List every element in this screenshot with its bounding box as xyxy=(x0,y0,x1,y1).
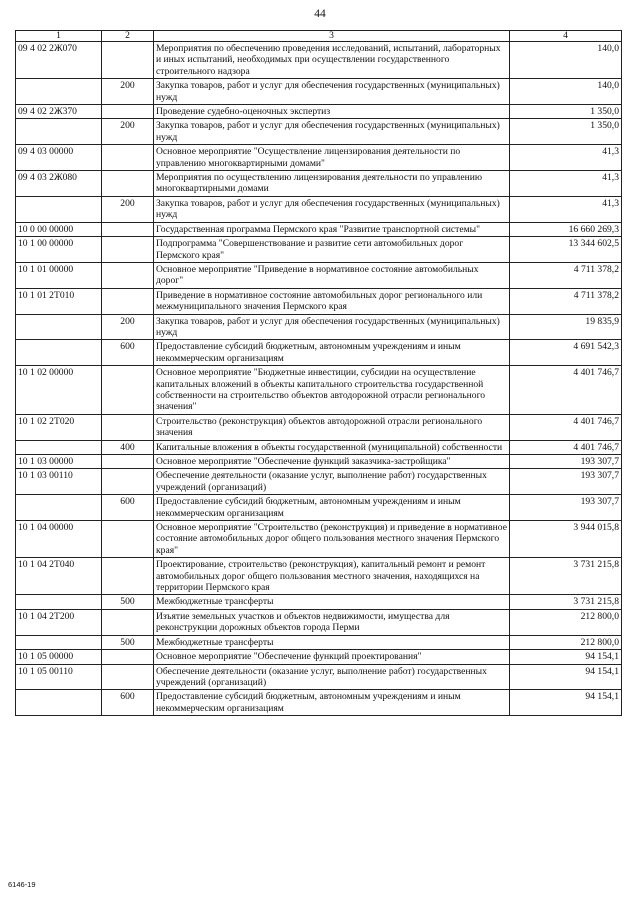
item-name-cell: Межбюджетные трансферты xyxy=(154,595,510,609)
table-row xyxy=(16,609,622,635)
table-row xyxy=(16,196,622,222)
expense-type-cell: 200 xyxy=(102,196,154,222)
column-header: 3 xyxy=(154,31,510,42)
table-row xyxy=(16,105,622,119)
budget-code-cell: 10 1 01 00000 xyxy=(16,262,102,288)
item-name-cell: Подпрограмма "Совершенствование и развитие сети автомобильных дорог Пермского края" xyxy=(154,237,510,263)
item-name-cell: Мероприятия по осуществлению лицензирования деятельности по управлению многоквартирными домами xyxy=(154,171,510,197)
expense-type-cell xyxy=(102,609,154,635)
amount-cell: 4 711 378,2 xyxy=(510,262,622,288)
amount-cell: 3 944 015,8 xyxy=(510,521,622,558)
table-row xyxy=(16,455,622,469)
table-row xyxy=(16,119,622,145)
table-row xyxy=(16,650,622,664)
expense-type-cell xyxy=(102,42,154,79)
expense-type-cell: 500 xyxy=(102,635,154,649)
amount-cell: 3 731 215,8 xyxy=(510,558,622,595)
budget-code-cell: 09 4 03 2Ж080 xyxy=(16,171,102,197)
budget-code-cell: 09 4 02 2Ж370 xyxy=(16,105,102,119)
expense-type-cell xyxy=(102,558,154,595)
budget-code-cell xyxy=(16,440,102,454)
amount-cell: 4 401 746,7 xyxy=(510,414,622,440)
budget-code-cell xyxy=(16,595,102,609)
amount-cell: 4 401 746,7 xyxy=(510,366,622,415)
expense-type-cell xyxy=(102,366,154,415)
item-name-cell: Предоставление субсидий бюджетным, автономным учреждениям и иным некоммерческим организациям xyxy=(154,495,510,521)
budget-code-cell: 10 0 00 00000 xyxy=(16,222,102,236)
table-row xyxy=(16,145,622,171)
item-name-cell: Приведение в нормативное состояние автомобильных дорог регионального или межмуниципального значения Пермского края xyxy=(154,288,510,314)
amount-cell: 4 401 746,7 xyxy=(510,440,622,454)
item-name-cell: Закупка товаров, работ и услуг для обеспечения государственных (муниципальных) нужд xyxy=(154,79,510,105)
amount-cell: 1 350,0 xyxy=(510,105,622,119)
amount-cell: 94 154,1 xyxy=(510,664,622,690)
expense-type-cell xyxy=(102,521,154,558)
budget-code-cell: 10 1 05 00000 xyxy=(16,650,102,664)
amount-cell: 212 800,0 xyxy=(510,609,622,635)
item-name-cell: Капитальные вложения в объекты государственной (муниципальной) собственности xyxy=(154,440,510,454)
table-row xyxy=(16,469,622,495)
item-name-cell: Основное мероприятие "Бюджетные инвестиции, субсидии на осуществление капитальных вложений в объекты капитального строительства государственной собственности на строительство объектов автодорожной отрасли регионального значения" xyxy=(154,366,510,415)
amount-cell: 1 350,0 xyxy=(510,119,622,145)
expense-type-cell: 200 xyxy=(102,314,154,340)
item-name-cell: Обеспечение деятельности (оказание услуг, выполнение работ) государственных учреждений (организаций) xyxy=(154,664,510,690)
budget-code-cell: 10 1 03 00110 xyxy=(16,469,102,495)
item-name-cell: Обеспечение деятельности (оказание услуг, выполнение работ) государственных учреждений (организаций) xyxy=(154,469,510,495)
expense-type-cell xyxy=(102,222,154,236)
budget-code-cell: 10 1 02 00000 xyxy=(16,366,102,415)
item-name-cell: Государственная программа Пермского края "Развитие транспортной системы" xyxy=(154,222,510,236)
budget-code-cell: 10 1 00 00000 xyxy=(16,237,102,263)
budget-code-cell: 09 4 02 2Ж070 xyxy=(16,42,102,79)
table-row xyxy=(16,237,622,263)
table-body xyxy=(16,42,622,716)
expense-type-cell: 400 xyxy=(102,440,154,454)
table-row xyxy=(16,366,622,415)
budget-code-cell xyxy=(16,314,102,340)
table-row xyxy=(16,79,622,105)
expense-type-cell xyxy=(102,237,154,263)
budget-code-cell xyxy=(16,635,102,649)
expense-type-cell: 500 xyxy=(102,595,154,609)
column-header: 4 xyxy=(510,31,622,42)
expense-type-cell xyxy=(102,145,154,171)
item-name-cell: Мероприятия по обеспечению проведения исследований, испытаний, лабораторных и иных испытаний, необходимых при осуществлении государственного строительного надзора xyxy=(154,42,510,79)
expense-type-cell: 600 xyxy=(102,690,154,716)
amount-cell: 41,3 xyxy=(510,171,622,197)
expense-type-cell: 600 xyxy=(102,340,154,366)
footer-code: 6146-19 xyxy=(8,880,36,889)
expense-type-cell xyxy=(102,650,154,664)
table-row xyxy=(16,440,622,454)
item-name-cell: Межбюджетные трансферты xyxy=(154,635,510,649)
amount-cell: 94 154,1 xyxy=(510,650,622,664)
table-row xyxy=(16,314,622,340)
expense-type-cell xyxy=(102,414,154,440)
item-name-cell: Основное мероприятие "Строительство (реконструкция) и приведение в нормативное состояние автомобильных дорог общего пользования местного значения Пермского края" xyxy=(154,521,510,558)
amount-cell: 193 307,7 xyxy=(510,469,622,495)
item-name-cell: Изъятие земельных участков и объектов недвижимости, имущества для реконструкции дорожных объектов города Перми xyxy=(154,609,510,635)
page-number: 44 xyxy=(314,8,326,20)
item-name-cell: Предоставление субсидий бюджетным, автономным учреждениям и иным некоммерческим организациям xyxy=(154,340,510,366)
item-name-cell: Предоставление субсидий бюджетным, автономным учреждениям и иным некоммерческим организациям xyxy=(154,690,510,716)
table-row xyxy=(16,340,622,366)
table-row xyxy=(16,42,622,79)
expense-type-cell xyxy=(102,664,154,690)
item-name-cell: Проектирование, строительство (реконструкция), капитальный ремонт и ремонт автомобильных дорог общего пользования местного значения, находящихся на территории Пермского края xyxy=(154,558,510,595)
budget-code-cell: 10 1 05 00110 xyxy=(16,664,102,690)
table-row xyxy=(16,414,622,440)
item-name-cell: Строительство (реконструкция) объектов автодорожной отрасли регионального значения xyxy=(154,414,510,440)
expense-type-cell: 200 xyxy=(102,79,154,105)
table-row xyxy=(16,595,622,609)
table-row xyxy=(16,635,622,649)
expense-type-cell xyxy=(102,455,154,469)
table-row xyxy=(16,222,622,236)
amount-cell: 16 660 269,3 xyxy=(510,222,622,236)
expense-type-cell xyxy=(102,288,154,314)
amount-cell: 41,3 xyxy=(510,145,622,171)
column-header: 1 xyxy=(16,31,102,42)
budget-code-cell xyxy=(16,690,102,716)
budget-code-cell: 10 1 04 00000 xyxy=(16,521,102,558)
expense-type-cell xyxy=(102,262,154,288)
amount-cell: 4 711 378,2 xyxy=(510,288,622,314)
amount-cell: 193 307,7 xyxy=(510,455,622,469)
budget-table xyxy=(15,30,622,716)
table-row xyxy=(16,495,622,521)
amount-cell: 19 835,9 xyxy=(510,314,622,340)
budget-code-cell xyxy=(16,119,102,145)
budget-code-cell xyxy=(16,79,102,105)
table-row xyxy=(16,558,622,595)
header-row xyxy=(16,31,622,42)
amount-cell: 41,3 xyxy=(510,196,622,222)
expense-type-cell xyxy=(102,105,154,119)
budget-code-cell: 09 4 03 00000 xyxy=(16,145,102,171)
table-row xyxy=(16,171,622,197)
column-header: 2 xyxy=(102,31,154,42)
amount-cell: 4 691 542,3 xyxy=(510,340,622,366)
expense-type-cell xyxy=(102,469,154,495)
amount-cell: 3 731 215,8 xyxy=(510,595,622,609)
item-name-cell: Основное мероприятие "Обеспечение функций проектирования" xyxy=(154,650,510,664)
amount-cell: 212 800,0 xyxy=(510,635,622,649)
budget-code-cell xyxy=(16,340,102,366)
amount-cell: 140,0 xyxy=(510,79,622,105)
table-row xyxy=(16,288,622,314)
item-name-cell: Закупка товаров, работ и услуг для обеспечения государственных (муниципальных) нужд xyxy=(154,196,510,222)
table-row xyxy=(16,521,622,558)
item-name-cell: Основное мероприятие "Осуществление лицензирования деятельности по управлению многоквартирными домами" xyxy=(154,145,510,171)
budget-code-cell: 10 1 01 2Т010 xyxy=(16,288,102,314)
budget-code-cell: 10 1 04 2Т040 xyxy=(16,558,102,595)
budget-code-cell: 10 1 02 2Т020 xyxy=(16,414,102,440)
budget-code-cell: 10 1 03 00000 xyxy=(16,455,102,469)
item-name-cell: Основное мероприятие "Приведение в нормативное состояние автомобильных дорог" xyxy=(154,262,510,288)
amount-cell: 193 307,7 xyxy=(510,495,622,521)
item-name-cell: Основное мероприятие "Обеспечение функций заказчика-застройщика" xyxy=(154,455,510,469)
budget-code-cell xyxy=(16,196,102,222)
expense-type-cell: 600 xyxy=(102,495,154,521)
item-name-cell: Закупка товаров, работ и услуг для обеспечения государственных (муниципальных) нужд xyxy=(154,119,510,145)
expense-type-cell xyxy=(102,171,154,197)
budget-code-cell xyxy=(16,495,102,521)
table-row xyxy=(16,664,622,690)
table-row xyxy=(16,690,622,716)
item-name-cell: Проведение судебно-оценочных экспертиз xyxy=(154,105,510,119)
amount-cell: 13 344 602,5 xyxy=(510,237,622,263)
budget-code-cell: 10 1 04 2Т200 xyxy=(16,609,102,635)
amount-cell: 94 154,1 xyxy=(510,690,622,716)
expense-type-cell: 200 xyxy=(102,119,154,145)
item-name-cell: Закупка товаров, работ и услуг для обеспечения государственных (муниципальных) нужд xyxy=(154,314,510,340)
table-row xyxy=(16,262,622,288)
amount-cell: 140,0 xyxy=(510,42,622,79)
